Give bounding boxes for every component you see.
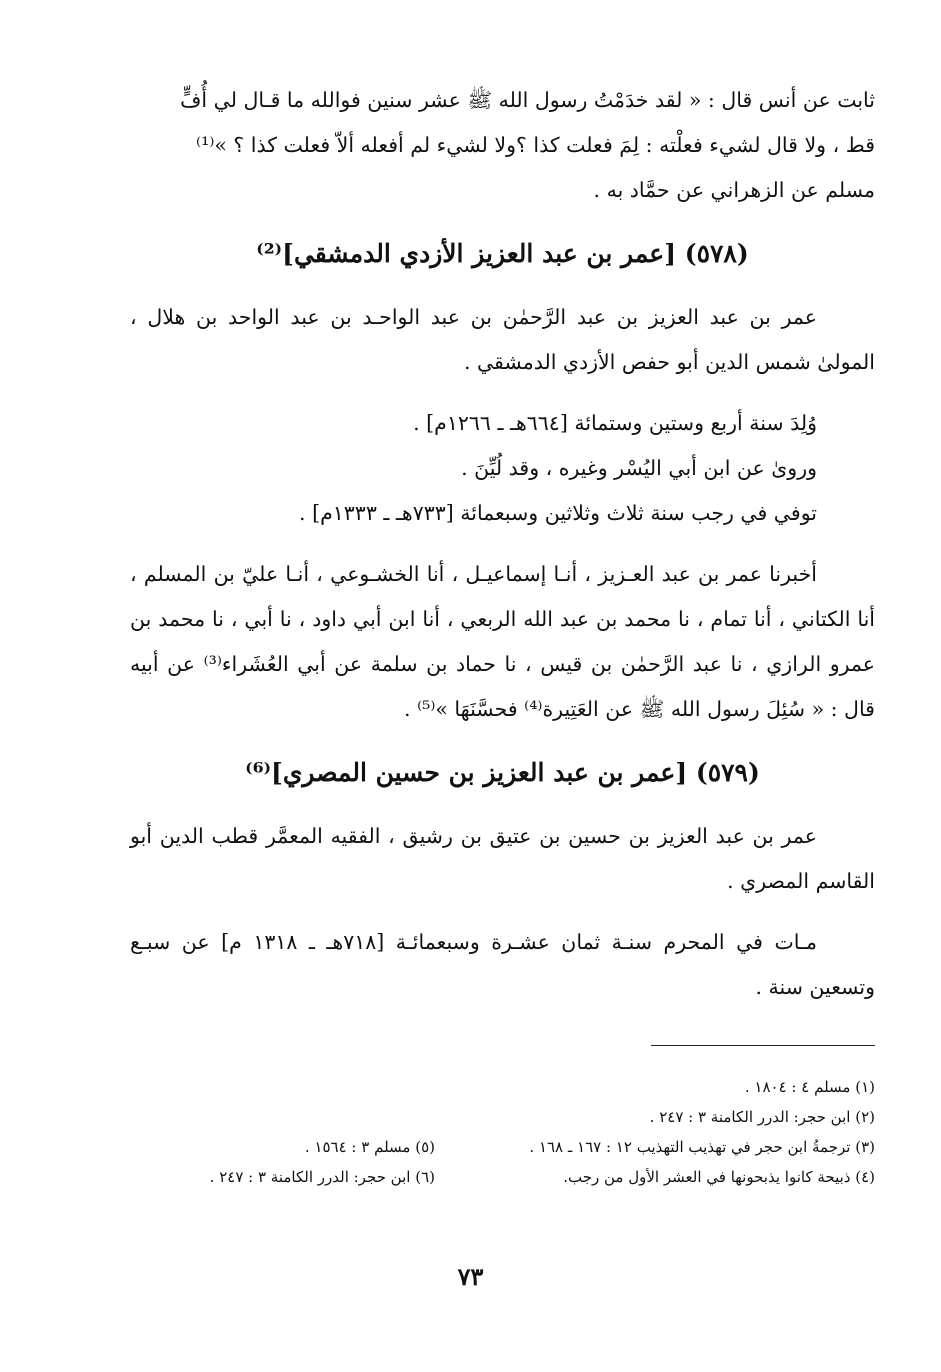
entry-578-hadith: أخبرنا عمر بن عبد العـزيز ، أنـا إسماعيـل ، أنا الخشـوعي ، أنـا عليّ بن المسلم ، أنا الكتاني ، أنا تمام ، نا محمد بن عبد الله الربعي ، أنا ابن أبي داود ، نا أبي ، نا محمد بن عمرو الرازي ، نا عبد الرَّحمٰن بن قيس ، نا حماد بن سلمة عن أبي العُشَراء⁽³⁾ عن أبيه قال : « سُئِلَ رسول الله ﷺ عن العَتِيرة⁽⁴⁾ فحسَّنَهَا »⁽⁵⁾ . (130, 562, 876, 721)
footnote-1: (١) مسلم ٤ : ١٨٠٤ . (744, 1078, 875, 1096)
page-body (130, 78, 875, 1010)
entry-578-born: وُلِدَ سنة أربع وستين وستمائة [٦٦٤هـ ـ ١٢٦٦م] . (413, 411, 817, 435)
footnote-separator (651, 1045, 875, 1046)
intro-line-1: ثابت عن أنس قال : « لقد خدَمْتُ رسول الله ﷺ عشر سنين فوالله ما قـال لي أُفٍّ (180, 88, 875, 112)
intro-line-2: قط ، ولا قال لشيء فعلْته : لِمَ فعلت كذا ؟ولا لشيء لم أفعله ألاّ فعلت كذا ؟ »⁽¹⁾ (196, 133, 875, 157)
entry-578-heading: (٥٧٨) [عمر بن عبد العزيز الأزدي الدمشقي]⁽²⁾ (256, 239, 749, 268)
footnote-2: (٢) ابن حجر: الدرر الكامنة ٣ : ٢٤٧ . (649, 1108, 875, 1126)
entry-578-name: عمر بن عبد العزيز بن عبد الرَّحمٰن بن عبد الواحـد بن عبد الواحد بن هلال ، المولىٰ شمس الدين أبو حفص الأزدي الدمشقي . (130, 305, 875, 374)
intro-line-3: مسلم عن الزهراني عن حمَّاد به . (593, 178, 875, 202)
page-number: ٧٣ (457, 1262, 484, 1291)
footnote-4: (٤) ذبيحة كانوا يذبحونها في العشر الأول من رجب. (563, 1168, 875, 1186)
entry-578-narrated: وروىٰ عن ابن أبي اليُسْر وغيره ، وقد لُيِّنَ . (461, 456, 817, 480)
footnote-5: (٥) مسلم ٣ : ١٥٦٤ . (304, 1138, 435, 1156)
entry-579-died: مـات في المحرم سنـة ثمان عشـرة وسبعمائـة [٧١٨هـ ـ ١٣١٨ م] عن سبـع وتسعين سنة . (130, 930, 875, 999)
entry-579-heading: (٥٧٩) [عمر بن عبد العزيز بن حسين المصري]⁽⁶⁾ (245, 758, 760, 787)
entry-578-died: توفي في رجب سنة ثلاث وثلاثين وسبعمائة [٧٣٣هـ ـ ١٣٣٣م] . (299, 501, 817, 525)
footnote-6: (٦) ابن حجر: الدرر الكامنة ٣ : ٢٤٧ . (209, 1168, 435, 1186)
entry-579-name: عمر بن عبد العزيز بن حسين بن عتيق بن رشيق ، الفقيه المعمَّر قطب الدين أبو القاسم المصري . (130, 824, 875, 893)
footnote-3: (٣) ترجمةُ ابن حجر في تهذيب التهذيب ١٢ : ١٦٧ ـ ١٦٨ . (529, 1138, 875, 1156)
